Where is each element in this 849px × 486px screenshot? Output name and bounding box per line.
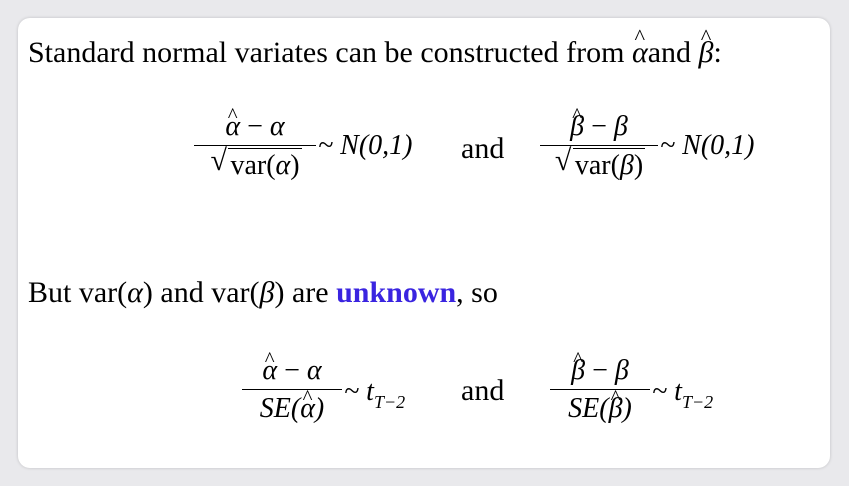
eq1-right-den-beta: β — [619, 150, 634, 181]
eq1-right-denominator — [540, 144, 658, 183]
eq2-right-subscript: T−2 — [681, 392, 714, 412]
eq1-left-den-fn: var( — [230, 150, 276, 181]
eq2-right-denominator — [550, 392, 650, 426]
intro-colon: : — [713, 36, 722, 69]
mid-text-c: ) are — [274, 276, 337, 309]
eq1-left-den-close: ) — [290, 150, 300, 181]
eq2-left-den-fn: SE( — [259, 393, 301, 424]
eq2-left-den-close: ) — [314, 393, 325, 424]
eq2-left-fraction — [242, 354, 342, 426]
eq2-left-subscript: T−2 — [373, 392, 406, 412]
mid-beta: β — [259, 276, 275, 309]
intro-sentence — [28, 36, 722, 70]
eq1-right-sqrt — [553, 144, 645, 183]
eq2-right-den-fn: SE( — [568, 393, 609, 424]
eq1-right-den-close: ) — [633, 150, 644, 181]
eq1-left-num-minus: − — [240, 111, 270, 142]
eq2-right-num-beta: β — [614, 355, 629, 386]
eq1-left-distribution: ~ N(0,1) — [318, 130, 413, 161]
slide-card — [18, 18, 830, 468]
eq1-right-numerator — [540, 110, 658, 144]
eq1-left-denominator — [194, 144, 316, 183]
eq2-left-tilde-t: ~ t — [344, 376, 374, 407]
unknown-sentence — [28, 276, 498, 310]
eq1-right-num-minus: − — [584, 111, 614, 142]
eq1-left-den-alpha: α — [275, 150, 291, 181]
eq1-right-den-fn: var( — [574, 150, 620, 181]
eq2-left-num-minus: − — [277, 355, 307, 386]
eq2-right-distribution — [652, 376, 713, 413]
unknown-highlight: unknown — [336, 276, 457, 309]
eq2-right-fraction-bar — [550, 389, 650, 390]
eq1-left-num-alpha-hat: ^ α — [225, 110, 240, 144]
eq2-right-num-minus: − — [585, 355, 615, 386]
eq2-left-num-alpha: α — [306, 355, 322, 386]
eq1-left-num-alpha: α — [269, 111, 285, 142]
eq2-connector: and — [461, 374, 505, 407]
eq1-right-fraction — [540, 110, 658, 183]
eq2-right-numerator — [550, 354, 650, 388]
sqrt-icon: √ — [210, 144, 227, 177]
eq2-left-fraction-bar — [242, 389, 342, 390]
eq1-connector: and — [461, 132, 505, 165]
alpha-hat-symbol: ^ α — [632, 36, 648, 70]
eq1-right-distribution: ~ N(0,1) — [660, 130, 755, 161]
eq2-left-denominator — [242, 392, 342, 426]
eq2-left-num-alpha-hat: ^ α — [262, 354, 277, 388]
mid-alpha: α — [127, 276, 143, 309]
mid-text-d: , so — [456, 276, 498, 309]
eq1-left-sqrt — [208, 144, 301, 183]
eq2-left-numerator — [242, 354, 342, 388]
beta-hat-symbol: ^ β — [699, 36, 714, 70]
eq2-left-distribution — [344, 376, 405, 413]
sqrt-icon: √ — [554, 144, 572, 177]
mid-text-a: But var( — [28, 276, 128, 309]
eq2-right-fraction — [550, 354, 650, 426]
intro-and: and — [647, 36, 692, 69]
eq2-right-den-beta-hat: ^ β — [609, 392, 623, 426]
intro-text: Standard normal variates can be constructed from — [28, 36, 632, 69]
mid-text-b: ) and var( — [142, 276, 260, 309]
eq1-left-numerator — [194, 110, 316, 144]
eq2-right-tilde-t: ~ t — [652, 376, 682, 407]
eq1-right-num-beta: β — [613, 111, 628, 142]
eq1-right-num-beta-hat: ^ β — [570, 110, 584, 144]
eq1-left-fraction — [194, 110, 316, 183]
eq2-right-den-close: ) — [622, 393, 632, 424]
eq2-right-num-beta-hat: ^ β — [571, 354, 585, 388]
eq2-left-den-alpha-hat: ^ α — [300, 392, 315, 426]
